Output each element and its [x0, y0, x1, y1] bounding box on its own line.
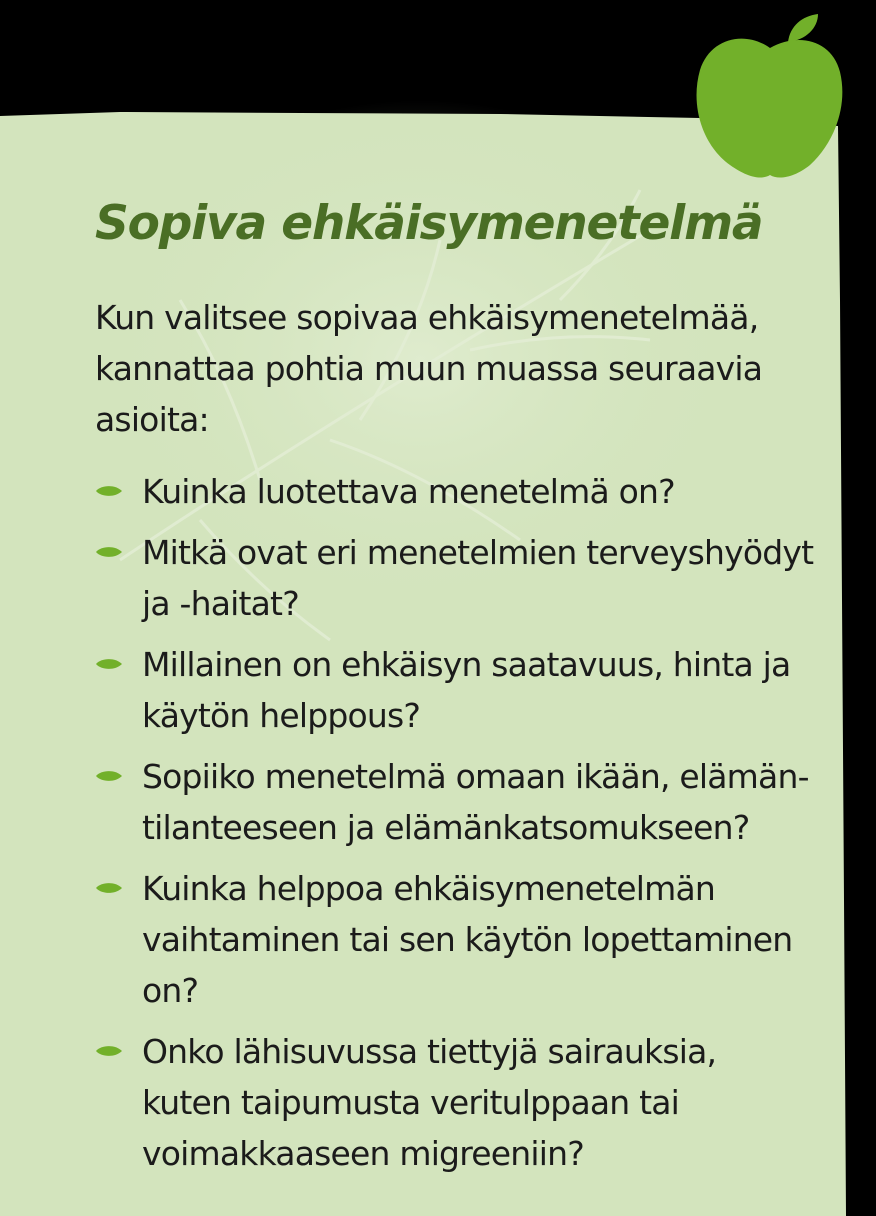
- list-item: [95, 639, 815, 741]
- list-item: [95, 527, 815, 629]
- list-item-text: Millainen on ehkäisyn saatavuus, hinta ja käytön helppous?: [142, 645, 791, 735]
- list-item-text: Kuinka helppoa ehkäisymenetelmän vaihtaminen tai sen käytön lopettaminen on?: [142, 869, 793, 1010]
- list-item: [95, 466, 815, 517]
- list-item: [95, 1026, 815, 1179]
- list-item: [95, 751, 815, 853]
- intro-paragraph: [95, 292, 815, 445]
- intro-text: Kun valitsee sopivaa ehkäisymenetelmää, kannattaa pohtia muun muassa seuraavia asioita:: [95, 298, 763, 439]
- leaf-bullet-icon: [95, 545, 123, 559]
- leaf-bullet-icon: [95, 1044, 123, 1058]
- apple-icon: [690, 10, 850, 185]
- leaf-bullet-icon: [95, 657, 123, 671]
- list-item-text: Mitkä ovat eri menetelmien terveyshyödyt ja -haitat?: [142, 533, 814, 623]
- leaf-bullet-icon: [95, 484, 123, 498]
- leaf-bullet-icon: [95, 769, 123, 783]
- consideration-list: [95, 466, 815, 1189]
- list-item-text: Onko lähisuvussa tiettyjä sairauksia, kuten taipumusta veritulppaan tai voimakkaaseen migreeniin?: [142, 1032, 717, 1173]
- list-item: [95, 863, 815, 1016]
- list-item-text: Sopiiko menetelmä omaan ikään, elämän-tilanteeseen ja elämänkatsomukseen?: [142, 757, 809, 847]
- page-title: Sopiva ehkäisymenetelmä: [95, 196, 763, 251]
- list-item-text: Kuinka luotettava menetelmä on?: [142, 472, 675, 511]
- leaf-bullet-icon: [95, 881, 123, 895]
